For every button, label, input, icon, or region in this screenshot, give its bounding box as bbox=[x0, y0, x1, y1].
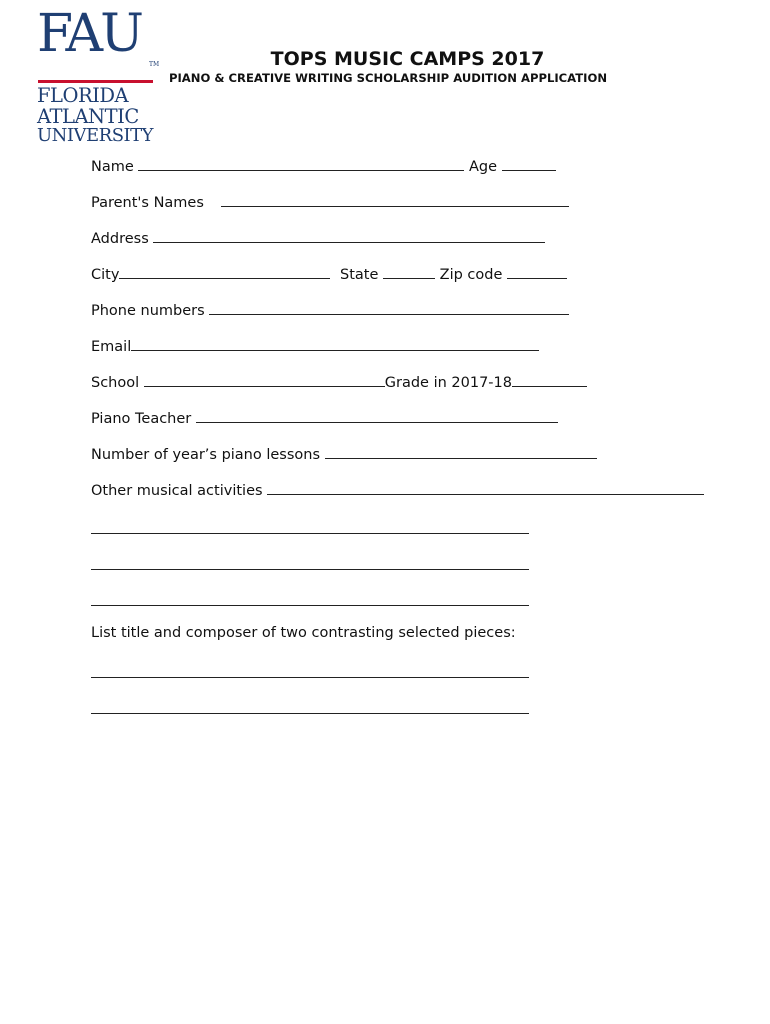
teacher-label: Piano Teacher bbox=[91, 411, 192, 427]
years-label: Number of year’s piano lessons bbox=[91, 447, 321, 463]
page-subtitle: PIANO & CREATIVE WRITING SCHOLARSHIP AUDITION APPLICATION bbox=[169, 71, 608, 85]
teacher-row bbox=[91, 408, 558, 428]
logo-trademark: TM bbox=[149, 61, 160, 68]
state-blank[interactable] bbox=[383, 264, 435, 279]
teacher-blank[interactable] bbox=[196, 408, 558, 423]
zip-label: Zip code bbox=[439, 267, 503, 283]
address-blank[interactable] bbox=[153, 228, 545, 243]
address-row bbox=[91, 228, 545, 248]
other-activities-blank[interactable] bbox=[267, 480, 704, 495]
grade-blank[interactable] bbox=[512, 372, 587, 387]
name-row bbox=[91, 156, 556, 176]
pieces-line-1[interactable] bbox=[91, 677, 529, 678]
years-row bbox=[91, 444, 597, 464]
parents-label: Parent's Names bbox=[91, 195, 204, 211]
fau-logo bbox=[37, 4, 160, 146]
name-blank[interactable] bbox=[138, 156, 464, 171]
other-activities-line-2[interactable] bbox=[91, 569, 529, 570]
phone-row bbox=[91, 300, 569, 320]
address-label: Address bbox=[91, 231, 149, 247]
zip-blank[interactable] bbox=[507, 264, 567, 279]
phone-label: Phone numbers bbox=[91, 303, 205, 319]
other-activities-row bbox=[91, 480, 704, 500]
parents-blank[interactable] bbox=[221, 192, 569, 207]
grade-label: Grade in 2017-18 bbox=[384, 375, 512, 391]
city-blank[interactable] bbox=[119, 264, 330, 279]
email-label: Email bbox=[91, 339, 132, 355]
state-label: State bbox=[340, 267, 379, 283]
page-title: TOPS MUSIC CAMPS 2017 bbox=[270, 48, 545, 70]
pieces-row bbox=[91, 624, 516, 642]
logo-red-rule bbox=[38, 80, 153, 83]
age-label: Age bbox=[469, 159, 498, 175]
age-blank[interactable] bbox=[502, 156, 556, 171]
city-row bbox=[91, 264, 567, 284]
other-activities-line-3[interactable] bbox=[91, 605, 529, 606]
name-label: Name bbox=[91, 159, 134, 175]
phone-blank[interactable] bbox=[209, 300, 569, 315]
parents-row bbox=[91, 192, 569, 212]
email-row bbox=[91, 336, 539, 356]
logo-line-university: UNIVERSITY bbox=[37, 125, 154, 146]
city-label: City bbox=[91, 267, 120, 283]
logo-line-atlantic: ATLANTIC bbox=[37, 105, 139, 128]
school-blank[interactable] bbox=[144, 372, 385, 387]
pieces-line-2[interactable] bbox=[91, 713, 529, 714]
other-activities-line-1[interactable] bbox=[91, 533, 529, 534]
logo-mark: FAU bbox=[37, 4, 141, 64]
pieces-label: List title and composer of two contrasting selected pieces: bbox=[91, 625, 516, 641]
other-activities-label: Other musical activities bbox=[91, 483, 263, 499]
school-row bbox=[91, 372, 587, 392]
email-blank[interactable] bbox=[131, 336, 539, 351]
logo-line-florida: FLORIDA bbox=[37, 84, 129, 107]
years-blank[interactable] bbox=[325, 444, 597, 459]
school-label: School bbox=[91, 375, 140, 391]
